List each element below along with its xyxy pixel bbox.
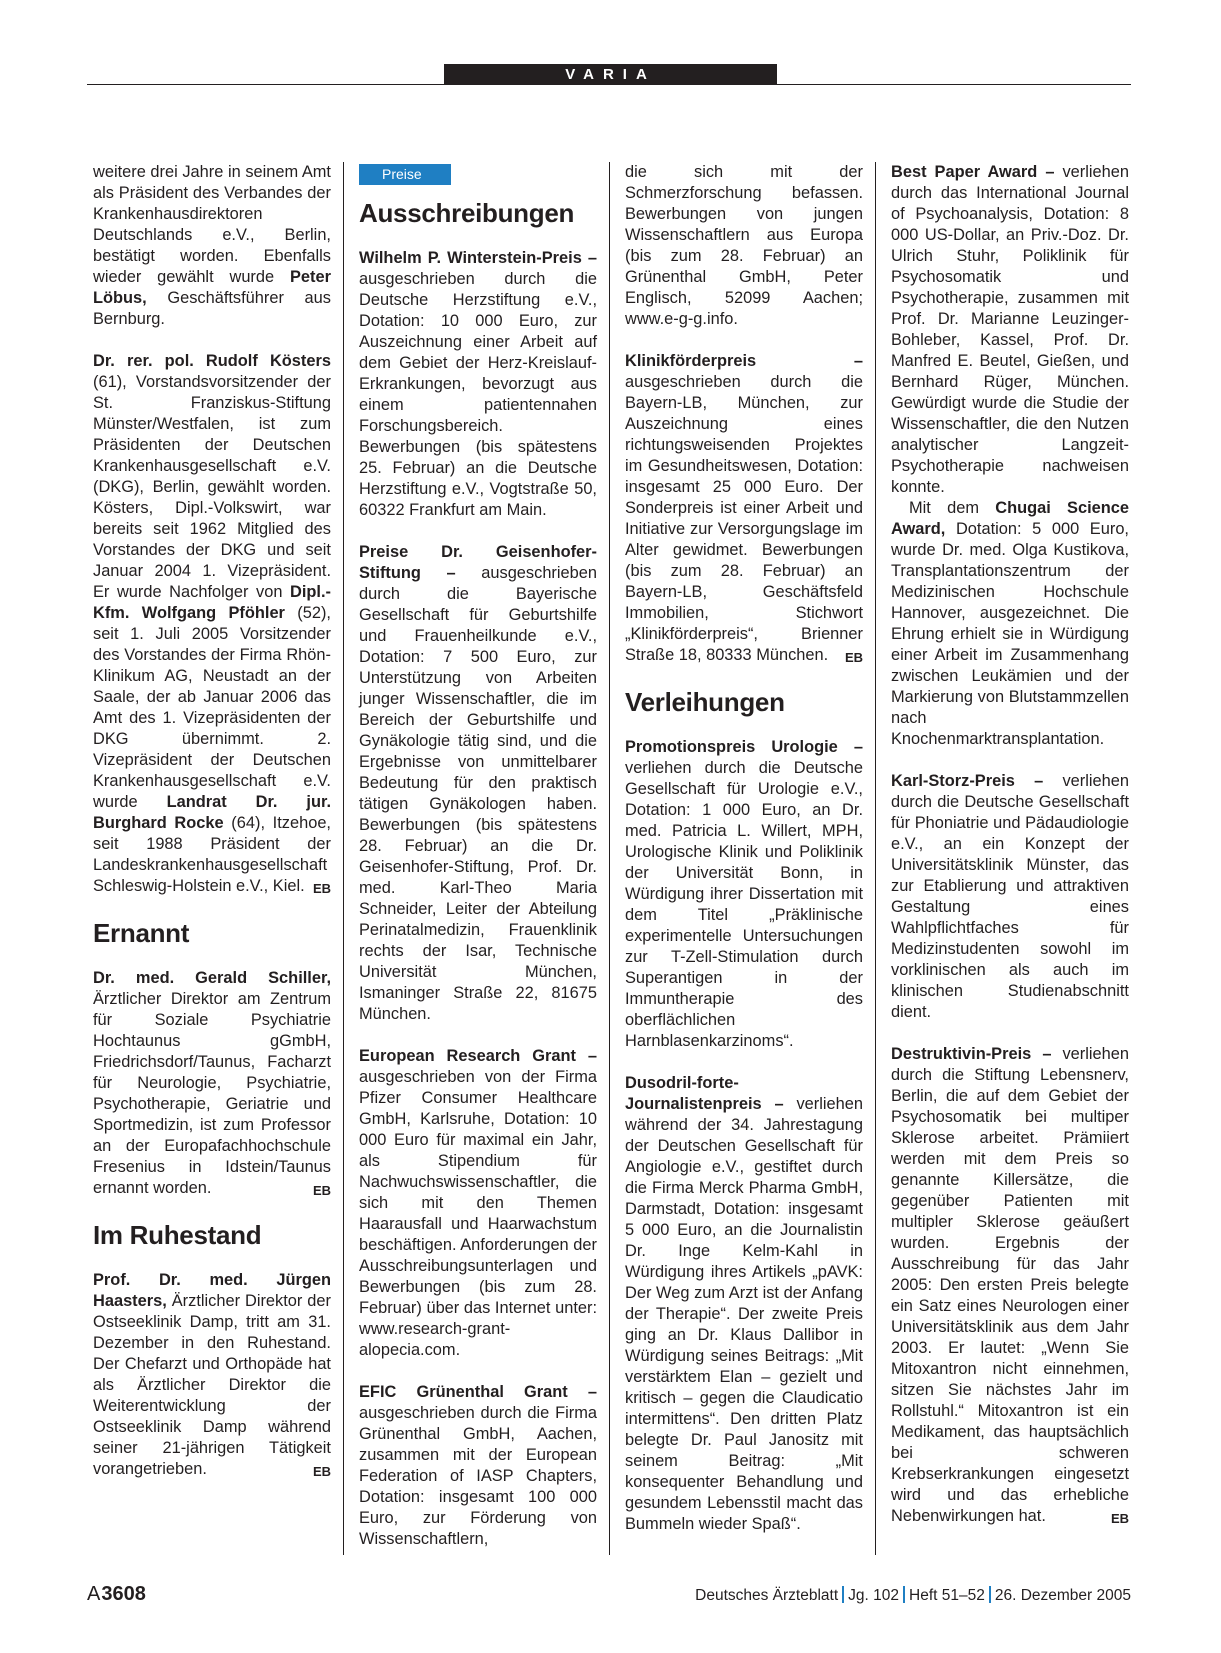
paragraph-research-grant: European Research Grant – ausgeschrieben von der Firma Pfizer Consumer Healthcare GmbH, Karlsruhe, Dotation: 10 000 Euro für maximal ein Jahr, als Stipendium für Nachwuchswissenschaftler, die sich mit den Themen Haarausfall und Haarwachstum beschäftigen. Anforderungen der Ausschreibungsunterlagen und Bewerbungen (bis zum 28. Februar) über das Internet unter: www.research-grant-alopecia.com. (359, 1047, 597, 1359)
category-badge: Preise (359, 164, 451, 185)
column-rule (609, 162, 610, 1555)
heading-ernannt: Ernannt (93, 918, 190, 948)
paragraph-promotionspreis: Promotionspreis Urologie – verliehen durch die Deutsche Gesellschaft für Urologie e.V., Dotation: 1 000 Euro, an Dr. med. Patricia L. Willert, MPH, Urologische Klinik und Poliklinik der Universität Bonn, in Würdigung ihrer Dissertation mit dem Titel „Präklinische experimentelle Untersuchungen zur T-Zell-Stimulation durch Superantigen in der Immuntherapie des oberflächlichen Harnblasenkarzinoms“. (625, 738, 863, 1050)
paragraph-winterstein: Wilhelm P. Winterstein-Preis – ausgeschrieben durch die Deutsche Herzstiftung e.V., Dotation: 10 000 Euro, zur Auszeichnung einer Arbeit auf dem Gebiet der Herz-Kreislauf-Erkrankungen, bevorzugt aus einem patientennahen Forschungsbereich. Bewerbungen (bis spätestens 25. Februar) an die Deutsche Herzstiftung e.V., Vogtstraße 50, 60322 Frankfurt am Main. (359, 249, 597, 519)
author-signature: EB (312, 1183, 331, 1198)
volume: Jg. 102 (848, 1587, 900, 1604)
paragraph-efic: EFIC Grünenthal Grant – ausgeschrieben durch die Firma Grünenthal GmbH, Aachen, zusammen mit der European Federation of IASP Chapters, Dotation: insgesamt 100 000 Euro, zur Förderung von Wissenschaftlern, (359, 1383, 597, 1548)
paragraph-destruktivin: Destruktivin-Preis – verliehen durch die Stiftung Lebensnerv, Berlin, die auf dem Gebiet der Psychosomatik bei multiper Sklerose arbeitet. Prämiiert werden mit dem Preis so genannte Killersätze, die gegenüber Patienten mit multipler Sklerose geäußert wurden. Ergebnis der Ausschreibung für das Jahr 2005: Den ersten Preis belegte ein Satz eines Neurologen einer Universitätsklinik aus dem Jahr 2003. Er lautet: „Wenn Sie Mitoxantron nicht einnehmen, sitzen Sie nächstes Jahr im Rollstuhl.“ Mitoxantron ist ein Medikament, das hauptsächlich bei schweren Krebserkrankungen eingesetzt wird und das erhebliche Nebenwirkungen hat. EB (891, 1044, 1129, 1527)
author-signature: EB (1110, 1511, 1129, 1526)
paragraph-efic-continued: die sich mit der Schmerzforschung befassen. Bewerbungen von jungen Wissenschaftlern aus Europa (bis zum 28. Februar) an Grünenthal GmbH, Peter Englisch, 52099 Aachen; www.e-g-g.info. (625, 163, 863, 328)
journal-footer (695, 1586, 1131, 1605)
author-signature: EB (312, 1464, 331, 1479)
column-rule (875, 162, 876, 1555)
footer-separator (842, 1586, 844, 1603)
paragraph-haasters: Prof. Dr. med. Jürgen Haasters, Ärztlicher Direktor der Ostseeklinik Damp, tritt am 31. Dezember in den Ruhestand. Der Chefarzt und Orthopäde hat als Ärztlicher Direktor die Weiterentwicklung der Ostseeklinik Damp während seiner 21-jährigen Tätigkeit vorangetrieben. EB (93, 1270, 331, 1480)
issue-date: 26. Dezember 2005 (994, 1587, 1131, 1604)
paragraph-klinikfoerderpreis: Klinikförderpreis – ausgeschrieben durch die Bayern-LB, München, zur Auszeichnung eines richtungsweisenden Projektes im Gesundheitswesen, Dotation: insgesamt 25 000 Euro. Der Sonderpreis ist einer Arbeit und Initiative zur Versorgungslage im Alter gewidmet. Bewerbungen (bis zum 28. Februar) an Bayern-LB, Geschäftsfeld Immobilien, Stichwort „Klinikförderpreis“, Brienner Straße 18, 80333 München. EB (625, 351, 863, 666)
section-tag: VARIA (444, 64, 777, 85)
paragraph-dusodril: Dusodril-forte-Journalistenpreis – verliehen während der 34. Jahrestagung der Deutschen Gesellschaft für Angiologie e.V., gestiftet durch die Firma Merck Pharma GmbH, Darmstadt, Dotation: insgesamt 5 000 Euro, an die Journalistin Dr. Inge Kelm-Kahl in Würdigung ihres Artikels „pAVK: Der Weg zum Arzt ist der Anfang der Therapie“. Der zweite Preis ging an Dr. Klaus Dallibor in Würdigung seines Beitrags: „Mit verstärktem Elan – gezielt und kritisch – gegen die Claudicatio intermittens“. Den dritten Platz belegte Dr. Paul Janositz mit seinem Beitrag: „Mit konsequenter Behandlung und gesundem Lebensstil macht das Bummeln wieder Spaß“. (625, 1074, 863, 1533)
paragraph-karl-storz: Karl-Storz-Preis – verliehen durch die Deutsche Gesellschaft für Phoniatrie und Pädaudiologie e.V., an ein Konzept der Universitätsklinik Münster, das zur Etablierung und attraktiven Gestaltung eines Wahlpflichtfaches für Medizinstudenten sowohl im vorklinischen als auch im klinischen Studienabschnitt dient. (891, 772, 1129, 1021)
column-4 (891, 162, 1129, 1529)
paragraph-chugai: Mit dem Chugai Science Award, Dotation: 5 000 Euro, wurde Dr. med. Olga Kustikova, Transplantationszentrum der Medizinischen Hochschule Hannover, ausgezeichnet. Die Ehrung erhielt sie in Würdigung einer Arbeit im Zusammenhang zwischen Leukämien und der Markierung von Blutstammzellen nach Knochenmarktransplantation. (891, 499, 1130, 748)
footer-separator (989, 1586, 991, 1603)
column-rule (343, 162, 344, 1555)
paragraph-geisenhofer: Preise Dr. Geisenhofer-Stiftung – ausgeschrieben durch die Bayerische Gesellschaft für Geburtshilfe und Frauenheilkunde e.V., Dotation: 7 500 Euro, zur Unterstützung von Arbeiten junger Wissenschaftler, die im Bereich der Geburtshilfe und Gynäkologie tätig sind, und die Ergebnisse von unmittelbarer Bedeutung für den praktisch tätigen Gynäkologen haben. Bewerbungen (bis spätestens 28. Februar) an die Dr. Geisenhofer-Stiftung, Prof. Dr. med. Karl-Theo Maria Schneider, Leiter der Abteilung Perinatalmedizin, Frauenklinik rechts der Isar, Technische Universität München, Ismaninger Straße 22, 81675 München. (359, 543, 597, 1023)
paragraph-best-paper: Best Paper Award – verliehen durch das International Journal of Psychoanalysis, Dotation: 8 000 US-Dollar, an Priv.-Doz. Dr. Ulrich Stuhr, Poliklinik für Psychosomatik und Psychotherapie, zusammen mit Prof. Dr. Marianne Leuzinger-Bohleber, Kassel, Prof. Dr. Manfred E. Beutel, Gießen, und Bernhard Rüger, München. Gewürdigt wurde die Studie der Wissenschaftler, die den Nutzen analytischer Langzeit-Psychotherapie nachweisen konnte. (891, 163, 1129, 496)
page-number: A3608 (87, 1583, 146, 1605)
paragraph-koesters: Dr. rer. pol. Rudolf Kösters (61), Vorstandsvorsitzender der St. Franziskus-Stiftung Münster/Westfalen, ist zum Präsidenten der Deutschen Krankenhausgesellschaft e.V. (DKG), Berlin, gewählt worden. Kösters, Dipl.-Volkswirt, war bereits seit 1962 Mitglied des Vorstandes der DKG und seit Januar 2004 1. Vizepräsident. Er wurde Nachfolger von Dipl.-Kfm. Wolfgang Pföhler (52), seit 1. Juli 2005 Vorsitzender des Vorstandes der Firma Rhön-Klinikum AG, Neustadt an der Saale, der ab Januar 2006 das Amt des 1. Vizepräsidenten der DKG übernimmt. 2. Vizepräsident der Deutschen Krankenhausgesellschaft e.V. wurde Landrat Dr. jur. Burghard Rocke (64), Itzehoe, seit 1988 Präsident der Landeskrankenhausgesellschaft Schleswig-Holstein e.V., Kiel. EB (93, 351, 331, 897)
issue: Heft 51–52 (909, 1587, 985, 1604)
paragraph-loebus: weitere drei Jahre in seinem Amt als Präsident des Verbandes der Krankenhausdirektoren Deutschlands e.V., Berlin, bestätigt worden. Ebenfalls wieder gewählt wurde Peter Löbus, Geschäftsführer aus Bernburg. (93, 163, 331, 328)
heading-verleihungen: Verleihungen (625, 687, 785, 717)
paragraph-schiller: Dr. med. Gerald Schiller, Ärztlicher Direktor am Zentrum für Soziale Psychiatrie Hochtaunus gGmbH, Friedrichsdorf/Taunus, Facharzt für Neurologie, Psychiatrie, Psychotherapie, Geriatrie und Sportmedizin, ist zum Professor an der Europafachhochschule Fresenius in Idstein/Taunus ernannt worden. EB (93, 968, 331, 1199)
column-3 (625, 162, 863, 1535)
heading-ruhestand: Im Ruhestand (93, 1220, 262, 1250)
author-signature: EB (312, 881, 331, 896)
journal-name: Deutsches Ärzteblatt (695, 1587, 839, 1604)
column-1 (93, 162, 331, 1501)
author-signature: EB (844, 650, 863, 665)
heading-ausschreibungen: Ausschreibungen (359, 198, 575, 228)
footer-separator (903, 1586, 905, 1603)
a-issue-mark: A (87, 1583, 101, 1605)
column-2 (359, 162, 597, 1550)
